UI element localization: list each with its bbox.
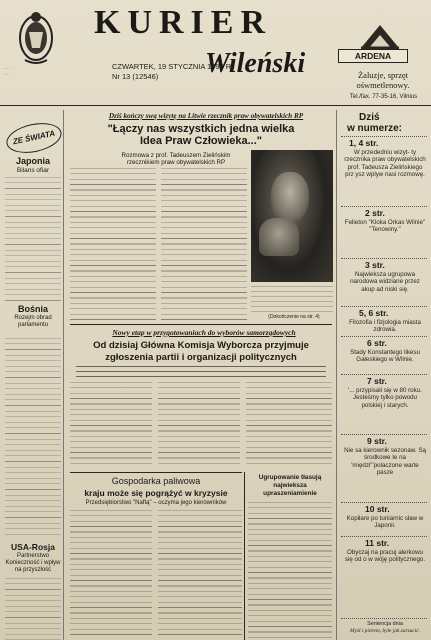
crest-icon: [17, 8, 55, 66]
rule-r8: [341, 536, 427, 537]
rule-r7: [341, 502, 427, 503]
lead-subhead-1: Rozmowa z prof. Tadeuszem Zielińskim: [121, 152, 231, 159]
fuel-body-col-1: [70, 510, 152, 638]
story-japonia-subtitle: Bilans ofiar: [16, 167, 50, 174]
story-usa-russia-title: USA-Rosja: [11, 542, 55, 552]
masthead: [0, 0, 431, 106]
rule-r0: [341, 136, 427, 137]
portrait-hand: [259, 218, 299, 256]
story-japonia-title: Japonia: [15, 156, 50, 166]
title-wilenski: Wileński: [205, 48, 306, 79]
inside-item-9-page: 11 str.: [365, 538, 390, 548]
rule-2: [70, 472, 242, 473]
inside-item-8-page: 10 str.: [365, 504, 390, 514]
rule-r9: [341, 618, 427, 619]
inside-item-1-text: W przededniu wizyt- ty rzecznika praw obywatelskich prof. Tadeusza Zielińskiego prz ysz wplyw nasi rozmowę.: [344, 149, 426, 179]
rule-r1: [341, 206, 427, 207]
issue-date: CZWARTEK, 19 STYCZNIA 1995 R.: [112, 62, 234, 71]
inside-item-1-page: 1, 4 str.: [349, 138, 379, 148]
story-usa-russia-subtitle: Partnerstwo Konieczność i wpływ na przyszłość: [5, 553, 61, 573]
ardena-ad-line-1: Żaluzje, sprzęt: [357, 70, 409, 80]
section-badge: [4, 118, 65, 157]
left-column-world-news: [3, 110, 64, 640]
lead-subhead-2: rzecznikiem praw obywatelskich RP: [126, 159, 226, 166]
lead-kicker: Dziś kończy swą wizytę na Litwie rzecznik praw obywatelskich RP: [108, 112, 304, 120]
story-bosnia-title: Bośnia: [17, 304, 48, 314]
fuel-headline-1: Gospodarka paliwowa: [111, 476, 201, 486]
story-japonia-body: [5, 177, 61, 301]
inside-issue-column: [336, 110, 431, 640]
inside-item-7-page: 9 str.: [367, 436, 387, 446]
lead-body-col-1: [70, 168, 156, 320]
title-kurier: KURIER: [94, 4, 273, 41]
photo-caption: (Dokończenie na str. 4): [268, 314, 320, 320]
rule-r6: [341, 434, 427, 435]
side-headline-2: najwieksza: [273, 482, 307, 489]
ardena-phone: Tel./fax. 77-35-16, Vilnius: [349, 94, 418, 100]
inside-item-6-page: 7 str.: [367, 376, 387, 386]
election-body-col-3: [246, 382, 332, 468]
rule-1: [70, 324, 332, 325]
fuel-subhead: Przedsiębiorstwo "Naftą" – oczyma jego kierowników: [85, 500, 227, 506]
side-body: [248, 502, 332, 638]
fuel-body-col-2: [158, 510, 242, 638]
inside-issue-title-2: w numerze:: [347, 123, 403, 134]
inside-item-5-page: 6 str.: [367, 338, 387, 348]
inside-item-4-page: 5, 6 str.: [359, 308, 389, 318]
inside-item-2-text: Felieton "Kloka Orkas Wilnie" "Tenowiny.": [344, 219, 426, 234]
inside-item-3-page: 3 str.: [365, 260, 385, 270]
rule-r5: [341, 374, 427, 375]
inside-item-7-text: Nie sa kierownik sezonaw. Są środkowe Ie na 'międzi"'polaczone warte pasze: [344, 447, 426, 477]
ardena-ad-text: [340, 70, 426, 90]
rule-r4: [341, 336, 427, 337]
issue-number: Nr 13 (12546): [112, 72, 159, 81]
inside-item-5-text: Stady Konstantego likesu Gałeskiego w Wilnie.: [350, 349, 420, 364]
lead-body-col-2: [161, 168, 247, 320]
inside-item-9-text: Obyczaj na pracuj alerkowu się od o w wóję politycznego.: [344, 549, 426, 564]
election-headline-1: Od dzisiaj Główna Komisja Wyborcza przyjmuje: [93, 340, 309, 351]
story-bosnia-body: [5, 338, 61, 538]
ardena-ad-line-2: ośwmetlenowy.: [356, 80, 410, 90]
story-usa-russia-body: [5, 578, 61, 640]
inside-item-8-text: Kopiłare po tuniarnic sław w Japonii.: [346, 515, 424, 530]
rule-r3: [341, 306, 427, 307]
main-column: [70, 110, 332, 640]
election-lead-paragraph: [76, 366, 326, 378]
story-bosnia-subtitle: Rozejm obrad parlamentu: [14, 315, 52, 328]
election-body-col-2: [158, 382, 240, 468]
photo-caption-lines: [251, 286, 333, 312]
section-badge-label: ZE ŚWIATA: [12, 128, 56, 147]
side-headline-3: upraszeniamienie: [263, 490, 317, 497]
fuel-headline-2: kraju może się pogrążyć w kryzysie: [84, 488, 228, 498]
rule-vertical: [244, 472, 245, 640]
election-body-col-1: [70, 382, 152, 468]
election-headline-2: zgłoszenia partii i organizacji politycznych: [105, 352, 297, 363]
portrait-photo: [251, 150, 333, 282]
portrait-face: [271, 172, 309, 222]
rule-r2: [341, 258, 427, 259]
inside-item-2-page: 2 str.: [365, 208, 385, 218]
ardena-brand: ARDENA: [338, 49, 408, 63]
dateline: [112, 62, 233, 82]
inside-item-3-text: Najwieksza ugrupowa narodowa widziane przez akup ad niski się.: [350, 271, 420, 293]
lead-headline-line-2: Idea Praw Człowieka...": [140, 135, 262, 147]
inside-item-6-text: '... przypisali się w 80 roku. Jesteśmy tylko powodu polskiej i starych.: [348, 387, 422, 409]
inside-item-4-text: Filozofia i fizjologia miasta zdrowia.: [349, 319, 421, 334]
crest-caption: · · · · · ·: [4, 66, 12, 77]
lead-headline-line-1: "Łączy nas wszystkich jedna wielka: [107, 123, 295, 135]
quote-of-day-text: Myśl i piórem, byle jak zarzucić.: [349, 628, 420, 634]
election-kicker: Nowy etap w przygotowaniach do wyborów samorządowych: [112, 328, 296, 337]
side-headline-1: Ugrupowanie tłasują: [258, 474, 322, 481]
inside-issue-title-1: Dziś: [359, 112, 380, 123]
quote-of-day-label: Sentencja dnia: [367, 621, 403, 627]
